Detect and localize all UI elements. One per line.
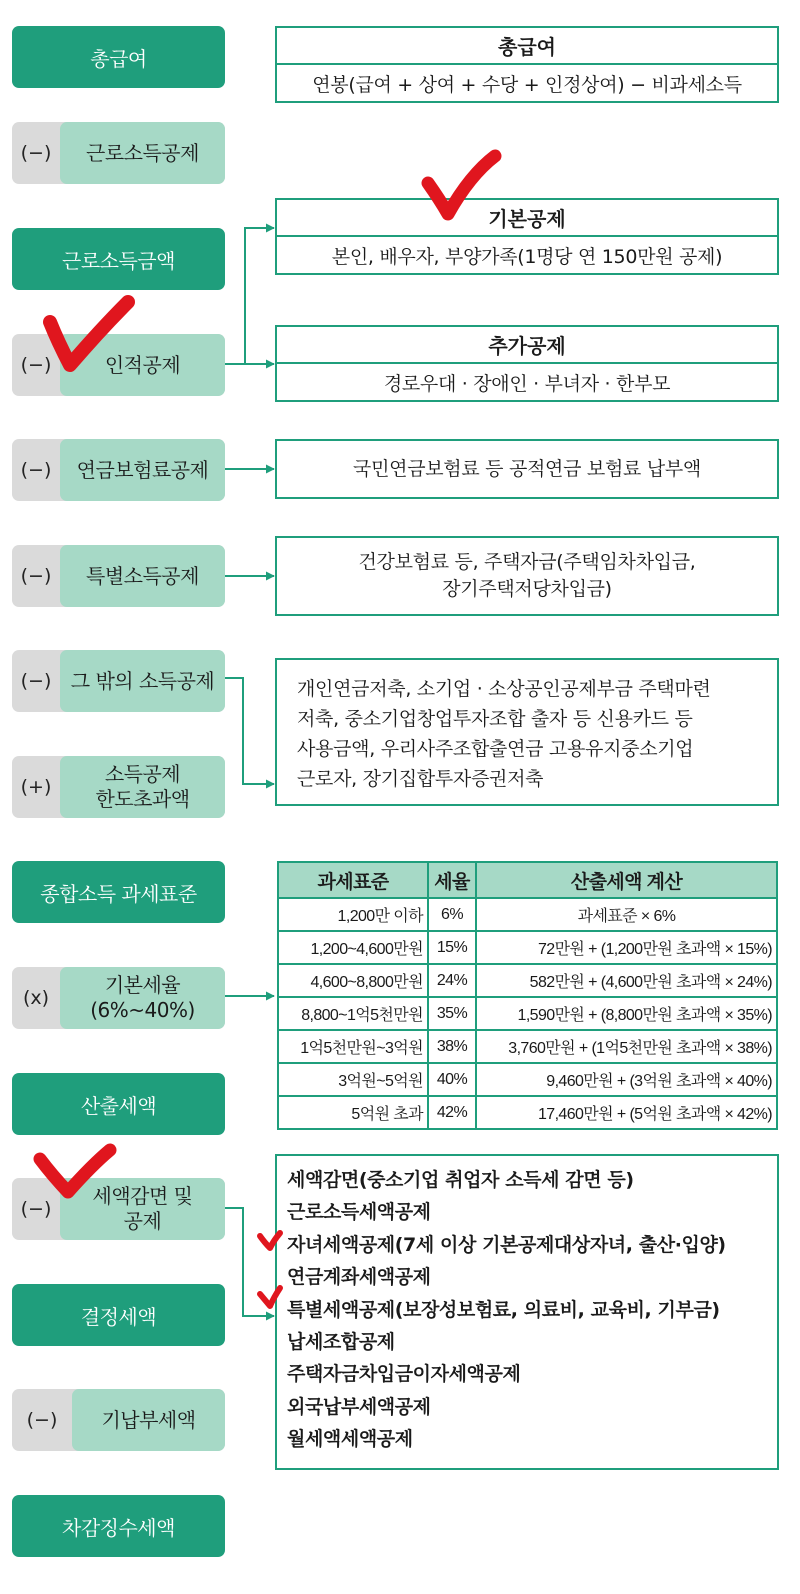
- checkmark-icon: [260, 1233, 280, 1248]
- cell-tax-calc: 582만원 + (4,600만원 초과액 × 24%): [476, 964, 777, 997]
- minus-operator: (−): [20, 1198, 52, 1220]
- list-item: 세액감면(중소기업 취업자 소득세 감면 등): [287, 1169, 634, 1191]
- total-salary-detail-body: 연봉(급여 + 상여 + 수당 + 인정상여) − 비과세소득: [312, 73, 742, 96]
- other-deduction-line: 사용금액, 우리사주조합출연금 고용유지중소기업: [297, 738, 694, 760]
- basic-deduction-title: 기본공제: [277, 200, 777, 237]
- tax-credit-label: 세액감면 및 공제: [60, 1178, 225, 1240]
- header-tax-rate: 세율: [428, 862, 476, 898]
- pension-deduction-label: 연금보험료공제: [60, 439, 225, 501]
- cell-tax-calc: 17,460만원 + (5억원 초과액 × 42%): [476, 1096, 777, 1129]
- minus-operator: (−): [20, 670, 52, 692]
- minus-operator: (−): [20, 354, 52, 376]
- checkmark-icon: [428, 156, 495, 214]
- cell-tax-calc: 9,460만원 + (3억원 초과액 × 40%): [476, 1063, 777, 1096]
- personal-deduction-label: 인적공제: [60, 334, 225, 396]
- list-item: 연금계좌세액공제: [287, 1266, 431, 1289]
- excess-limit-label: 소득공제 한도초과액: [60, 756, 225, 818]
- earned-income-amount-box: 근로소득금액: [12, 228, 225, 290]
- special-detail-line1: 건강보험료 등, 주택자금(주택임차차입금,: [358, 551, 696, 573]
- additional-deduction-title: 추가공제: [277, 327, 777, 364]
- cell-tax-rate: 24%: [428, 964, 476, 997]
- multiply-operator: (x): [22, 987, 50, 1009]
- header-tax-base: 과세표준: [278, 862, 428, 898]
- cell-tax-base: 1,200만 이하: [278, 898, 428, 931]
- plus-operator: (+): [20, 776, 52, 798]
- cell-tax-calc: 72만원 + (1,200만원 초과액 × 15%): [476, 931, 777, 964]
- other-deduction-line: 개인연금저축, 소기업 · 소상공인공제부금 주택마련: [297, 678, 711, 700]
- cell-tax-rate: 15%: [428, 931, 476, 964]
- cell-tax-rate: 35%: [428, 997, 476, 1030]
- tax-base-box: 종합소득 과세표준: [12, 861, 225, 923]
- minus-operator: (−): [20, 565, 52, 587]
- cell-tax-base: 4,600~8,800만원: [278, 964, 428, 997]
- determined-tax-box: 결정세액: [12, 1284, 225, 1346]
- list-item: 근로소득세액공제: [287, 1201, 431, 1224]
- cell-tax-calc: 3,760만원 + (1억5천만원 초과액 × 38%): [476, 1030, 777, 1063]
- minus-operator: (−): [20, 142, 52, 164]
- cell-tax-rate: 6%: [428, 898, 476, 931]
- list-item: 월세액세액공제: [287, 1428, 413, 1451]
- special-deduction-label: 특별소득공제: [60, 545, 225, 607]
- list-item: 외국납부세액공제: [287, 1395, 431, 1418]
- cell-tax-rate: 38%: [428, 1030, 476, 1063]
- header-tax-calc: 산출세액 계산: [476, 862, 777, 898]
- deducted-tax-box: 차감징수세액: [12, 1495, 225, 1557]
- cell-tax-rate: 40%: [428, 1063, 476, 1096]
- cell-tax-base: 5억원 초과: [278, 1096, 428, 1129]
- additional-deduction-body: 경로우대 · 장애인 · 부녀자 · 한부모: [383, 372, 671, 395]
- cell-tax-calc: 과세표준 × 6%: [476, 898, 777, 931]
- earned-income-deduction-label: 근로소득공제: [60, 122, 225, 184]
- basic-deduction-body: 본인, 배우자, 부양가족(1명당 연 150만원 공제): [331, 245, 723, 268]
- list-item: 주택자금차입금이자세액공제: [287, 1363, 521, 1386]
- special-detail-line2: 장기주택저당차입금): [442, 578, 612, 600]
- checkmark-icon: [40, 1150, 110, 1192]
- total-salary-box: 총급여: [12, 26, 225, 88]
- cell-tax-base: 1억5천만원~3억원: [278, 1030, 428, 1063]
- other-deduction-label: 그 밖의 소득공제: [60, 650, 225, 712]
- calculated-tax-box: 산출세액: [12, 1073, 225, 1135]
- minus-operator: (−): [26, 1409, 58, 1431]
- cell-tax-base: 8,800~1억5천만원: [278, 997, 428, 1030]
- prepaid-tax-label: 기납부세액: [72, 1389, 225, 1451]
- basic-rate-label: 기본세율 (6%~40%): [60, 967, 225, 1029]
- cell-tax-base: 3억원~5억원: [278, 1063, 428, 1096]
- list-item: 특별세액공제(보장성보험료, 의료비, 교육비, 기부금): [287, 1298, 720, 1321]
- other-deduction-line: 근로자, 장기집합투자증권저축: [297, 768, 544, 790]
- pension-detail-text: 국민연금보험료 등 공적연금 보험료 납부액: [353, 457, 701, 480]
- checkmark-icon: [50, 302, 128, 365]
- other-deduction-line: 저축, 중소기업창업투자조합 출자 등 신용카드 등: [297, 708, 693, 730]
- checkmark-icon: [260, 1288, 280, 1306]
- cell-tax-calc: 1,590만원 + (8,800만원 초과액 × 35%): [476, 997, 777, 1030]
- total-salary-detail-title: 총급여: [277, 28, 777, 65]
- cell-tax-rate: 42%: [428, 1096, 476, 1129]
- list-item: 납세조합공제: [287, 1331, 395, 1354]
- minus-operator: (−): [20, 459, 52, 481]
- cell-tax-base: 1,200~4,600만원: [278, 931, 428, 964]
- list-item: 자녀세액공제(7세 이상 기본공제대상자녀, 출산·입양): [287, 1233, 726, 1256]
